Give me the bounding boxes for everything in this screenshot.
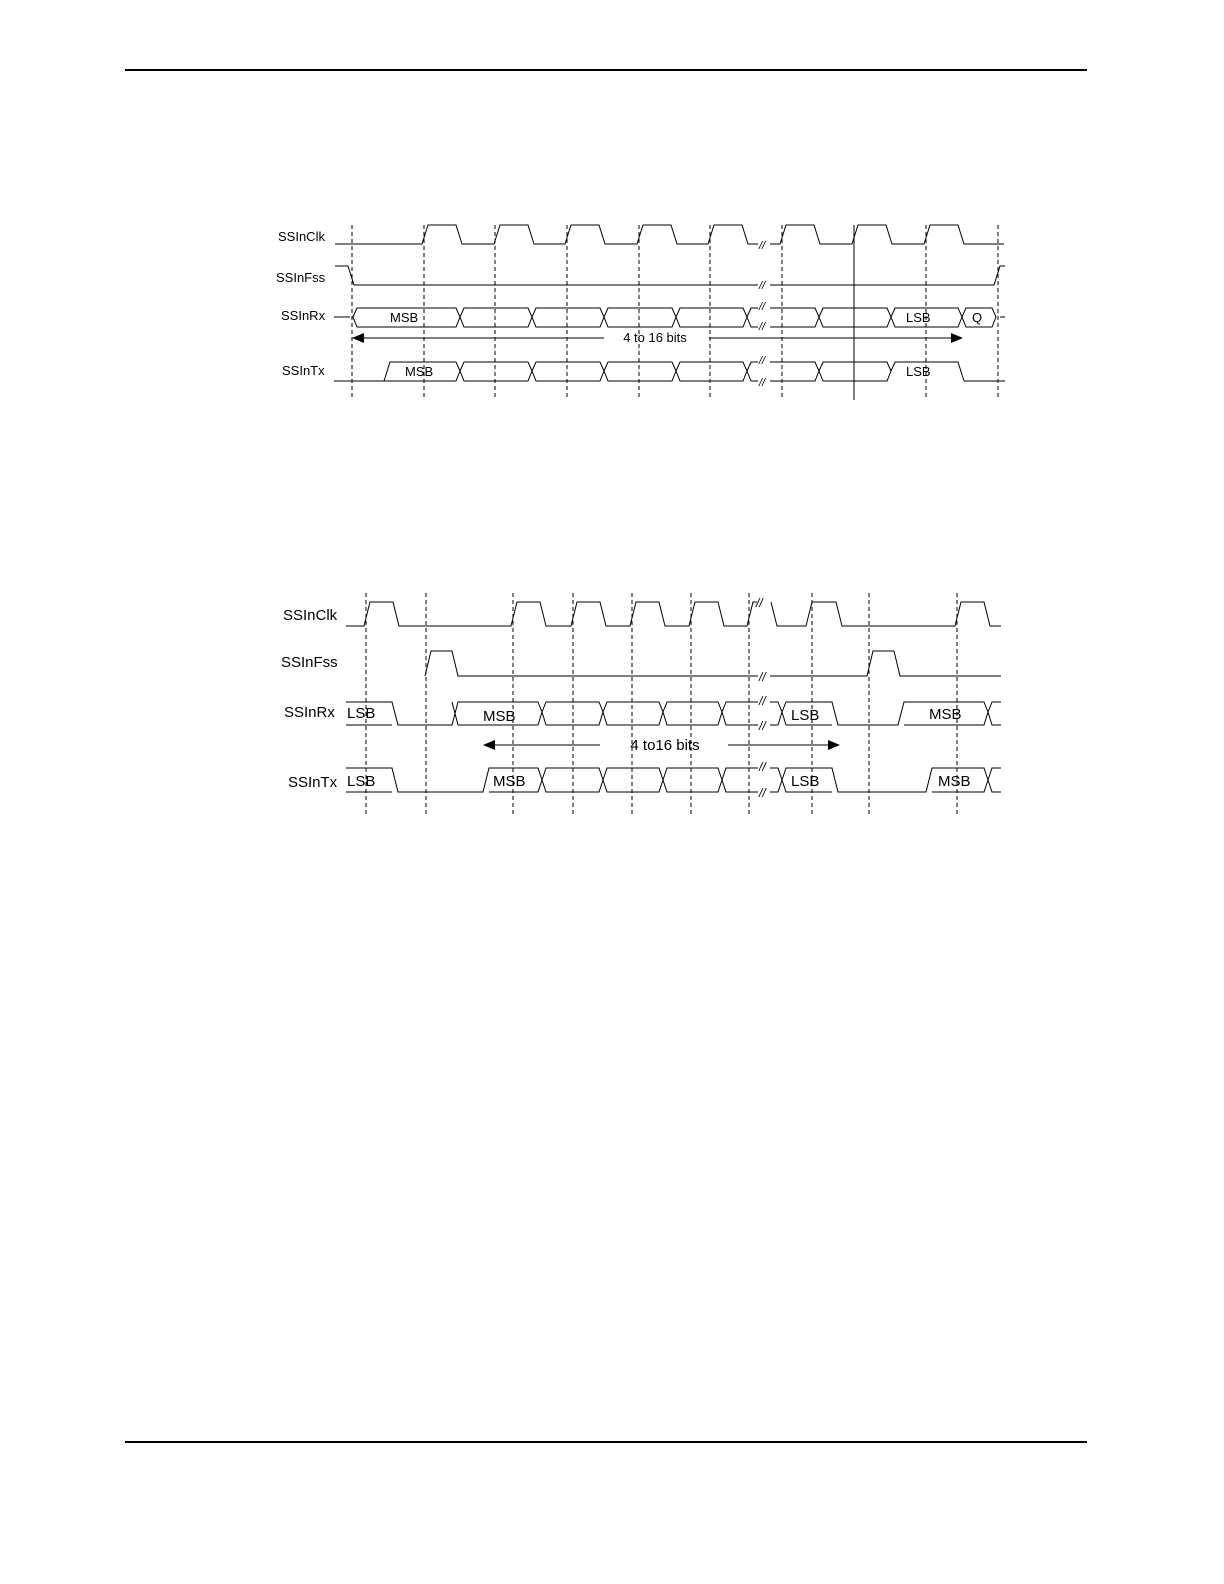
tx-next-msb-label: MSB — [938, 773, 971, 790]
tx-msb-label: MSB — [493, 773, 526, 790]
tx-lsb-label: LSB — [791, 773, 820, 790]
break-marks — [758, 240, 766, 389]
svg-text://: // — [759, 719, 766, 733]
break-marks — [755, 596, 767, 800]
header-rule — [125, 69, 1087, 71]
clock-waveform — [335, 225, 1004, 244]
tx-msb-label: MSB — [405, 364, 434, 379]
frame-sync-waveform — [335, 266, 1005, 285]
signal-label-rx: SSInRx — [284, 704, 335, 721]
timing-diagram-1 — [0, 210, 1224, 410]
footer-rule — [125, 1441, 1087, 1443]
svg-text://: // — [759, 321, 766, 333]
tx-lsb-label: LSB — [906, 364, 931, 379]
signal-label-clk: SSInClk — [278, 229, 325, 244]
rx-next-msb-label: MSB — [929, 706, 962, 723]
svg-text://: // — [759, 694, 766, 708]
svg-text://: // — [759, 377, 766, 389]
timing-diagram-2 — [0, 585, 1224, 820]
rx-bus-waveform — [334, 308, 1005, 327]
rx-q-label: Q — [972, 310, 983, 325]
svg-text://: // — [759, 301, 766, 313]
frame-sync-waveform — [425, 651, 1001, 676]
svg-text://: // — [759, 240, 766, 252]
rx-lsb-label: LSB — [791, 707, 820, 724]
span-label: 4 to16 bits — [630, 737, 700, 754]
rx-msb-label: MSB — [390, 310, 419, 325]
svg-text://: // — [759, 355, 766, 367]
signal-label-fss: SSInFss — [276, 270, 326, 285]
svg-text://: // — [759, 280, 766, 292]
rx-bus-waveform — [346, 702, 1001, 725]
signal-label-tx: SSInTx — [282, 363, 325, 378]
signal-label-fss: SSInFss — [281, 654, 338, 671]
svg-text://: // — [759, 760, 766, 774]
rx-msb-label: MSB — [483, 708, 516, 725]
tx-prev-lsb-label: LSB — [347, 773, 376, 790]
svg-text://: // — [759, 670, 766, 684]
rx-prev-lsb-label: LSB — [347, 705, 376, 722]
rx-lsb-label: LSB — [906, 310, 931, 325]
tx-bus-waveform — [334, 362, 1005, 381]
clock-waveform — [346, 602, 1001, 626]
span-label: 4 to 16 bits — [623, 330, 687, 345]
svg-text://: // — [759, 786, 766, 800]
signal-label-clk: SSInClk — [283, 607, 338, 624]
signal-label-tx: SSInTx — [288, 774, 338, 791]
svg-text://: // — [756, 596, 763, 610]
tx-bus-waveform — [346, 768, 1001, 792]
signal-label-rx: SSInRx — [281, 308, 326, 323]
